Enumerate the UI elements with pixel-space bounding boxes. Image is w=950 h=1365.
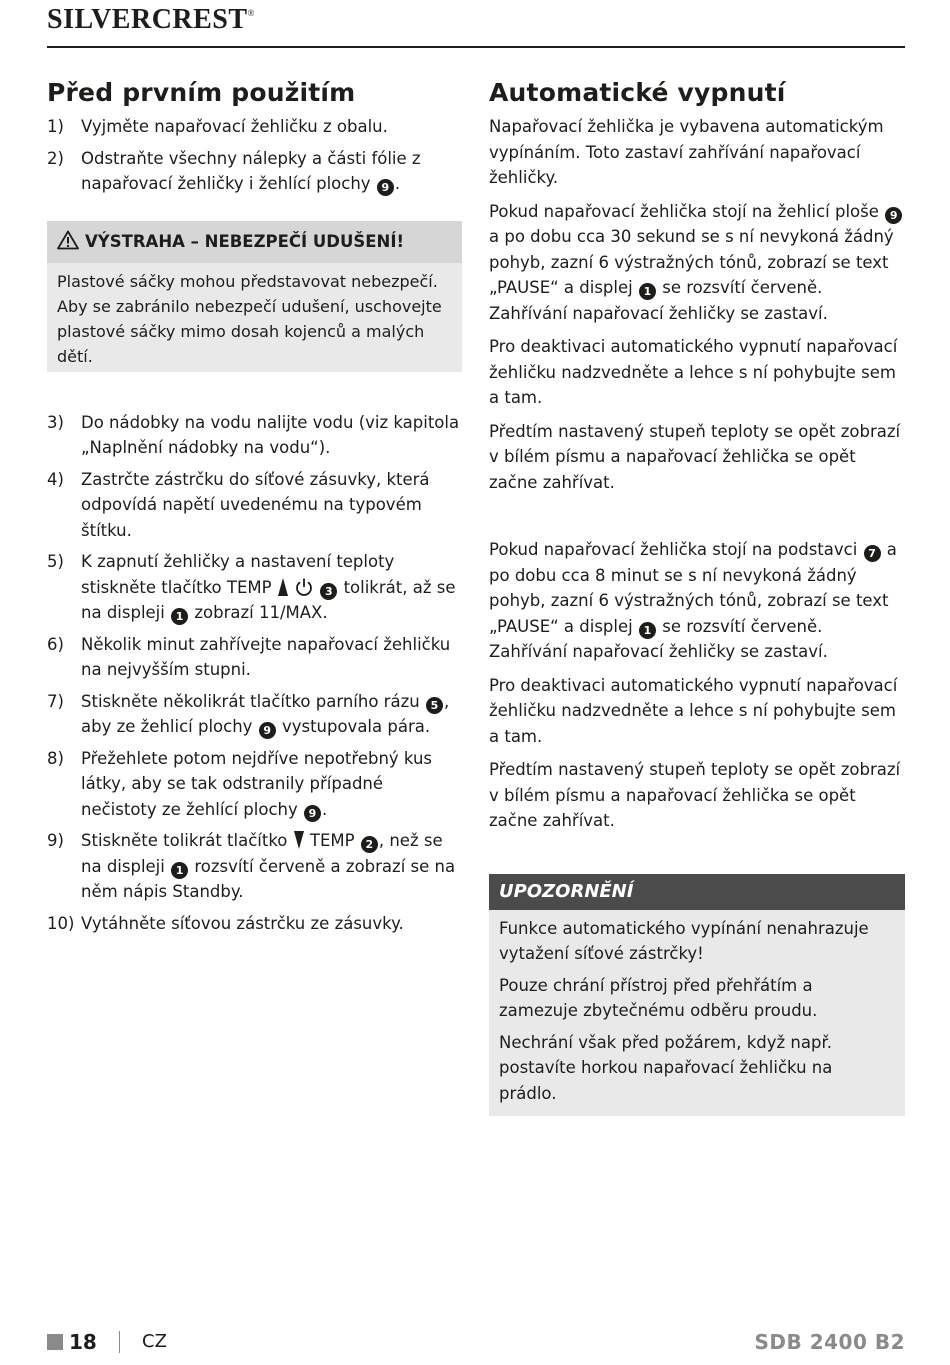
paragraph: Předtím nastavený stupeň teploty se opět zobrazí v bílém písmu a napařovací žehlička se opět začne zahřívat. bbox=[489, 421, 901, 492]
part-number-badge: 9 bbox=[377, 179, 394, 196]
brand-name: SILVERCREST bbox=[47, 4, 248, 35]
list-item: 9) Stiskněte tolikrát tlačítko TEMP 2 , než se na displeji 1 rozsvítí červeně a zobrazí se na něm nápis Standby. bbox=[47, 831, 456, 901]
brand-logo bbox=[47, 4, 255, 36]
header-rule bbox=[47, 46, 905, 48]
right-column bbox=[489, 78, 905, 1116]
paragraph: Předtím nastavený stupeň teploty se opět zobrazí v bílém písmu a napařovací žehlička se opět začne zahřívat. bbox=[489, 760, 901, 830]
part-number-badge: 1 bbox=[171, 862, 188, 879]
note-box bbox=[489, 874, 905, 1117]
part-number-badge: 1 bbox=[639, 622, 656, 639]
temp-down-icon bbox=[293, 830, 305, 850]
paragraph: Napařovací žehlička je vybavena automatickým vypínáním. Toto zastaví zahřívání napařovací žehličky. bbox=[489, 117, 884, 187]
note-body bbox=[489, 910, 905, 1117]
note-paragraph: Pouze chrání přístroj před přehřátím a zamezuje zbytečnému odběru proudu. bbox=[499, 975, 818, 1020]
paragraph: Pro deaktivaci automatického vypnutí napařovací žehličku nadzvedněte a lehce s ní pohybujte sem a tam. bbox=[489, 337, 898, 407]
part-number-badge: 1 bbox=[639, 283, 656, 300]
paragraph: Pokud napařovací žehlička stojí na žehlicí ploše 9 a po dobu cca 30 sekund se s ní nevykoná žádný pohyb, zazní 6 výstražných tónů, zobrazí se text „PAUSE“ a displej 1 se rozsvítí červeně. Zahřívání napařovací žehličky se zastaví. bbox=[489, 199, 905, 327]
paragraph: Pokud napařovací žehlička stojí na podstavci 7 a po dobu cca 8 minut se s ní nevykoná žádný pohyb, zazní 6 výstražných tónů, zobrazí se text „PAUSE“ a displej 1 se rozsvítí červeně. Zahřívání napařovací žehličky se zastaví. bbox=[489, 540, 897, 661]
list-item: 6) Několik minut zahřívejte napařovací žehličku na nejvyšším stupni. bbox=[47, 634, 451, 679]
list-item: 10) Vytáhněte síťovou zástrčku ze zásuvky. bbox=[47, 913, 404, 933]
warning-title: VÝSTRAHA – NEBEZPEČÍ UDUŠENÍ! bbox=[47, 221, 462, 263]
list-item: 5) K zapnutí žehličky a nastavení teploty stiskněte tlačítko TEMP 3 tolikrát, až se na displeji 1 zobrazí 11/MAX. bbox=[47, 552, 456, 623]
temp-up-icon bbox=[277, 577, 289, 597]
list-item: 1) Vyjměte napařovací žehličku z obalu. bbox=[47, 117, 388, 136]
part-number-badge: 3 bbox=[320, 583, 337, 600]
language-code: CZ bbox=[142, 1331, 167, 1352]
part-number-badge: 5 bbox=[426, 697, 443, 714]
part-number-badge: 9 bbox=[259, 722, 276, 739]
list-item: 4) Zastrčte zástrčku do síťové zásuvky, která odpovídá napětí uvedenému na typovém štítku. bbox=[47, 469, 430, 540]
part-number-badge: 1 bbox=[171, 608, 188, 625]
brand-mark: ® bbox=[247, 8, 255, 18]
list-item: 3) Do nádobky na vodu nalijte vodu (viz kapitola „Naplnění nádobky na vodu“). bbox=[47, 412, 460, 457]
section-title-auto-off: Automatické vypnutí bbox=[489, 78, 786, 107]
warning-box bbox=[47, 221, 462, 372]
list-item: 7) Stiskněte několikrát tlačítko parního rázu 5 , aby ze žehlicí plochy 9 vystupovala pára. bbox=[47, 691, 450, 737]
steps-list-b bbox=[47, 410, 462, 937]
part-number-badge: 2 bbox=[361, 836, 378, 853]
part-number-badge: 9 bbox=[304, 805, 321, 822]
paragraph: Pro deaktivaci automatického vypnutí napařovací žehličku nadzvedněte a lehce s ní pohybujte sem a tam. bbox=[489, 675, 898, 746]
power-icon bbox=[294, 577, 314, 597]
note-title: UPOZORNĚNÍ bbox=[489, 874, 905, 910]
warning-triangle-icon bbox=[57, 230, 79, 250]
note-paragraph: Funkce automatického vypínání nenahrazuje vytažení síťové zástrčky! bbox=[499, 918, 869, 963]
note-paragraph: Nechrání však před požárem, když např. postavíte horkou napařovací žehličku na prádlo. bbox=[499, 1032, 833, 1103]
left-column bbox=[47, 78, 462, 942]
page-footer bbox=[47, 1330, 905, 1360]
section-title-first-use: Před prvním použitím bbox=[47, 78, 356, 107]
model-number: SDB 2400 B2 bbox=[754, 1330, 905, 1354]
part-number-badge: 9 bbox=[885, 207, 902, 224]
list-item: 8) Přežehlete potom nejdříve nepotřebný kus látky, aby se tak odstranily případné nečistoty ze žehlící plochy 9 . bbox=[47, 748, 433, 820]
spacer bbox=[489, 503, 905, 537]
warning-body: Plastové sáčky mohou představovat nebezpečí. Aby se zabránilo nebezpečí udušení, uschovejte plastové sáčky mimo dosah kojenců a malých dětí. bbox=[57, 271, 442, 366]
footer-square-icon bbox=[47, 1334, 63, 1350]
page-number: 18 bbox=[69, 1330, 97, 1354]
part-number-badge: 7 bbox=[864, 545, 881, 562]
steps-list-a bbox=[47, 114, 462, 197]
list-item: 2) Odstraňte všechny nálepky a části fólie z napařovací žehličky i žehlící plochy 9 . bbox=[47, 148, 421, 194]
footer-divider bbox=[119, 1331, 120, 1353]
